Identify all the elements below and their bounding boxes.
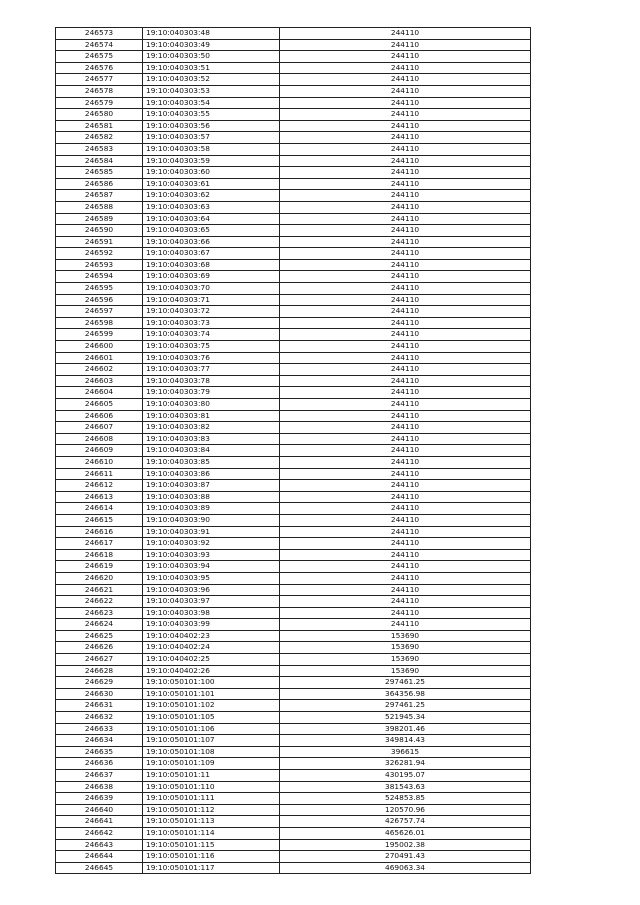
cadastral-value-cell: 244110 bbox=[280, 283, 531, 295]
row-number-cell: 246606 bbox=[56, 410, 143, 422]
cadastral-number-cell: 19:10:040303:62 bbox=[143, 190, 280, 202]
row-number-cell: 246640 bbox=[56, 804, 143, 816]
cadastral-number-cell: 19:10:040303:50 bbox=[143, 51, 280, 63]
cadastral-value-cell: 469063.34 bbox=[280, 862, 531, 874]
cadastral-value-cell: 244110 bbox=[280, 503, 531, 515]
cadastral-number-cell: 19:10:040303:98 bbox=[143, 607, 280, 619]
row-number-cell: 246585 bbox=[56, 167, 143, 179]
cadastral-number-cell: 19:10:040303:59 bbox=[143, 155, 280, 167]
table-row bbox=[56, 317, 531, 329]
cadastral-number-cell: 19:10:040303:66 bbox=[143, 236, 280, 248]
table-row bbox=[56, 793, 531, 805]
row-number-cell: 246616 bbox=[56, 526, 143, 538]
table-row bbox=[56, 143, 531, 155]
row-number-cell: 246610 bbox=[56, 456, 143, 468]
cadastral-number-cell: 19:10:050101:108 bbox=[143, 746, 280, 758]
cadastral-value-cell: 465626.01 bbox=[280, 827, 531, 839]
row-number-cell: 246589 bbox=[56, 213, 143, 225]
row-number-cell: 246603 bbox=[56, 375, 143, 387]
cadastral-value-cell: 244110 bbox=[280, 514, 531, 526]
table-row bbox=[56, 213, 531, 225]
cadastral-number-cell: 19:10:050101:105 bbox=[143, 712, 280, 724]
table-row bbox=[56, 387, 531, 399]
cadastral-number-cell: 19:10:040402:26 bbox=[143, 665, 280, 677]
cadastral-number-cell: 19:10:040303:58 bbox=[143, 143, 280, 155]
cadastral-value-cell: 524853.85 bbox=[280, 793, 531, 805]
cadastral-number-cell: 19:10:040303:51 bbox=[143, 62, 280, 74]
cadastral-number-cell: 19:10:050101:115 bbox=[143, 839, 280, 851]
table-row bbox=[56, 607, 531, 619]
row-number-cell: 246583 bbox=[56, 143, 143, 155]
row-number-cell: 246631 bbox=[56, 700, 143, 712]
cadastral-value-cell: 244110 bbox=[280, 74, 531, 86]
table-row bbox=[56, 827, 531, 839]
table-row bbox=[56, 74, 531, 86]
row-number-cell: 246578 bbox=[56, 85, 143, 97]
cadastral-value-cell: 244110 bbox=[280, 480, 531, 492]
row-number-cell: 246626 bbox=[56, 642, 143, 654]
row-number-cell: 246632 bbox=[56, 712, 143, 724]
table-row bbox=[56, 735, 531, 747]
cadastral-value-cell: 521945.34 bbox=[280, 712, 531, 724]
cadastral-value-cell: 244110 bbox=[280, 167, 531, 179]
cadastral-value-cell: 244110 bbox=[280, 596, 531, 608]
table-row bbox=[56, 341, 531, 353]
table-row bbox=[56, 445, 531, 457]
cadastral-value-cell: 430195.07 bbox=[280, 770, 531, 782]
row-number-cell: 246575 bbox=[56, 51, 143, 63]
row-number-cell: 246607 bbox=[56, 422, 143, 434]
table-row bbox=[56, 352, 531, 364]
table-row bbox=[56, 364, 531, 376]
cadastral-value-cell: 244110 bbox=[280, 572, 531, 584]
table-row bbox=[56, 862, 531, 874]
row-number-cell: 246605 bbox=[56, 399, 143, 411]
row-number-cell: 246582 bbox=[56, 132, 143, 144]
table-row bbox=[56, 422, 531, 434]
cadastral-number-cell: 19:10:040303:65 bbox=[143, 225, 280, 237]
table-row bbox=[56, 132, 531, 144]
row-number-cell: 246602 bbox=[56, 364, 143, 376]
table-row bbox=[56, 259, 531, 271]
cadastral-number-cell: 19:10:040303:76 bbox=[143, 352, 280, 364]
cadastral-number-cell: 19:10:040303:54 bbox=[143, 97, 280, 109]
row-number-cell: 246615 bbox=[56, 514, 143, 526]
cadastral-number-cell: 19:10:040303:48 bbox=[143, 28, 280, 40]
cadastral-value-cell: 244110 bbox=[280, 549, 531, 561]
cadastral-value-cell: 153690 bbox=[280, 642, 531, 654]
cadastral-value-cell: 244110 bbox=[280, 85, 531, 97]
row-number-cell: 246601 bbox=[56, 352, 143, 364]
cadastral-number-cell: 19:10:040303:75 bbox=[143, 341, 280, 353]
cadastral-value-cell: 153690 bbox=[280, 630, 531, 642]
row-number-cell: 246629 bbox=[56, 677, 143, 689]
table-row bbox=[56, 97, 531, 109]
row-number-cell: 246604 bbox=[56, 387, 143, 399]
row-number-cell: 246634 bbox=[56, 735, 143, 747]
cadastral-value-cell: 244110 bbox=[280, 468, 531, 480]
cadastral-number-cell: 19:10:040303:82 bbox=[143, 422, 280, 434]
cadastral-number-cell: 19:10:040303:56 bbox=[143, 120, 280, 132]
cadastral-number-cell: 19:10:040303:64 bbox=[143, 213, 280, 225]
cadastral-value-cell: 244110 bbox=[280, 294, 531, 306]
table-row bbox=[56, 51, 531, 63]
row-number-cell: 246574 bbox=[56, 39, 143, 51]
cadastral-value-cell: 244110 bbox=[280, 364, 531, 376]
table-row bbox=[56, 630, 531, 642]
table-row bbox=[56, 549, 531, 561]
cadastral-value-cell: 244110 bbox=[280, 387, 531, 399]
cadastral-value-cell: 244110 bbox=[280, 201, 531, 213]
row-number-cell: 246627 bbox=[56, 654, 143, 666]
row-number-cell: 246597 bbox=[56, 306, 143, 318]
cadastral-number-cell: 19:10:040303:88 bbox=[143, 491, 280, 503]
cadastral-value-cell: 244110 bbox=[280, 213, 531, 225]
table-row bbox=[56, 839, 531, 851]
table-row bbox=[56, 399, 531, 411]
cadastral-number-cell: 19:10:050101:100 bbox=[143, 677, 280, 689]
cadastral-value-cell: 244110 bbox=[280, 491, 531, 503]
table-row bbox=[56, 712, 531, 724]
cadastral-number-cell: 19:10:040303:81 bbox=[143, 410, 280, 422]
row-number-cell: 246624 bbox=[56, 619, 143, 631]
row-number-cell: 246617 bbox=[56, 538, 143, 550]
cadastral-value-cell: 326281.94 bbox=[280, 758, 531, 770]
cadastral-value-cell: 244110 bbox=[280, 190, 531, 202]
table-row bbox=[56, 271, 531, 283]
cadastral-value-cell: 244110 bbox=[280, 178, 531, 190]
cadastral-value-cell: 244110 bbox=[280, 352, 531, 364]
row-number-cell: 246586 bbox=[56, 178, 143, 190]
cadastral-number-cell: 19:10:050101:111 bbox=[143, 793, 280, 805]
cadastral-value-cell: 120570.96 bbox=[280, 804, 531, 816]
row-number-cell: 246580 bbox=[56, 109, 143, 121]
row-number-cell: 246581 bbox=[56, 120, 143, 132]
cadastral-number-cell: 19:10:040303:67 bbox=[143, 248, 280, 260]
cadastral-number-cell: 19:10:040303:96 bbox=[143, 584, 280, 596]
cadastral-value-cell: 244110 bbox=[280, 28, 531, 40]
table-row bbox=[56, 816, 531, 828]
table-row bbox=[56, 619, 531, 631]
table-row bbox=[56, 804, 531, 816]
row-number-cell: 246637 bbox=[56, 770, 143, 782]
cadastral-value-table bbox=[55, 27, 531, 874]
table-row bbox=[56, 294, 531, 306]
row-number-cell: 246611 bbox=[56, 468, 143, 480]
cadastral-number-cell: 19:10:040303:86 bbox=[143, 468, 280, 480]
cadastral-value-cell: 244110 bbox=[280, 132, 531, 144]
cadastral-value-cell: 244110 bbox=[280, 143, 531, 155]
table-row bbox=[56, 491, 531, 503]
row-number-cell: 246621 bbox=[56, 584, 143, 596]
table-row bbox=[56, 178, 531, 190]
table-row bbox=[56, 746, 531, 758]
cadastral-value-cell: 426757.74 bbox=[280, 816, 531, 828]
cadastral-value-cell: 364356.98 bbox=[280, 688, 531, 700]
cadastral-number-cell: 19:10:050101:102 bbox=[143, 700, 280, 712]
cadastral-number-cell: 19:10:040303:57 bbox=[143, 132, 280, 144]
table-row bbox=[56, 561, 531, 573]
cadastral-value-cell: 244110 bbox=[280, 607, 531, 619]
cadastral-number-cell: 19:10:050101:101 bbox=[143, 688, 280, 700]
cadastral-value-cell: 244110 bbox=[280, 39, 531, 51]
row-number-cell: 246600 bbox=[56, 341, 143, 353]
cadastral-value-cell: 244110 bbox=[280, 538, 531, 550]
cadastral-value-cell: 244110 bbox=[280, 526, 531, 538]
cadastral-value-cell: 244110 bbox=[280, 306, 531, 318]
table-row bbox=[56, 283, 531, 295]
row-number-cell: 246638 bbox=[56, 781, 143, 793]
row-number-cell: 246573 bbox=[56, 28, 143, 40]
row-number-cell: 246614 bbox=[56, 503, 143, 515]
cadastral-number-cell: 19:10:040303:77 bbox=[143, 364, 280, 376]
cadastral-value-cell: 244110 bbox=[280, 236, 531, 248]
table-row bbox=[56, 456, 531, 468]
row-number-cell: 246592 bbox=[56, 248, 143, 260]
cadastral-value-cell: 396615 bbox=[280, 746, 531, 758]
table-row bbox=[56, 109, 531, 121]
cadastral-number-cell: 19:10:040303:69 bbox=[143, 271, 280, 283]
row-number-cell: 246596 bbox=[56, 294, 143, 306]
cadastral-number-cell: 19:10:040303:92 bbox=[143, 538, 280, 550]
row-number-cell: 246642 bbox=[56, 827, 143, 839]
row-number-cell: 246588 bbox=[56, 201, 143, 213]
cadastral-number-cell: 19:10:040303:87 bbox=[143, 480, 280, 492]
row-number-cell: 246612 bbox=[56, 480, 143, 492]
row-number-cell: 246613 bbox=[56, 491, 143, 503]
cadastral-number-cell: 19:10:040303:61 bbox=[143, 178, 280, 190]
cadastral-value-cell: 297461.25 bbox=[280, 677, 531, 689]
table-row bbox=[56, 62, 531, 74]
cadastral-number-cell: 19:10:040303:78 bbox=[143, 375, 280, 387]
cadastral-value-cell: 244110 bbox=[280, 259, 531, 271]
cadastral-number-cell: 19:10:040303:99 bbox=[143, 619, 280, 631]
cadastral-value-cell: 244110 bbox=[280, 433, 531, 445]
table-row bbox=[56, 248, 531, 260]
row-number-cell: 246594 bbox=[56, 271, 143, 283]
cadastral-value-cell: 244110 bbox=[280, 120, 531, 132]
cadastral-value-cell: 244110 bbox=[280, 341, 531, 353]
table-row bbox=[56, 480, 531, 492]
cadastral-value-cell: 244110 bbox=[280, 619, 531, 631]
row-number-cell: 246623 bbox=[56, 607, 143, 619]
cadastral-number-cell: 19:10:040303:94 bbox=[143, 561, 280, 573]
table-row bbox=[56, 201, 531, 213]
row-number-cell: 246599 bbox=[56, 329, 143, 341]
cadastral-value-cell: 244110 bbox=[280, 271, 531, 283]
row-number-cell: 246625 bbox=[56, 630, 143, 642]
cadastral-value-cell: 398201.46 bbox=[280, 723, 531, 735]
cadastral-number-cell: 19:10:050101:113 bbox=[143, 816, 280, 828]
cadastral-number-cell: 19:10:040303:70 bbox=[143, 283, 280, 295]
row-number-cell: 246598 bbox=[56, 317, 143, 329]
table-row bbox=[56, 85, 531, 97]
table-row bbox=[56, 155, 531, 167]
cadastral-value-cell: 244110 bbox=[280, 109, 531, 121]
table-row bbox=[56, 39, 531, 51]
row-number-cell: 246579 bbox=[56, 97, 143, 109]
row-number-cell: 246630 bbox=[56, 688, 143, 700]
table-row bbox=[56, 677, 531, 689]
cadastral-number-cell: 19:10:040303:83 bbox=[143, 433, 280, 445]
row-number-cell: 246590 bbox=[56, 225, 143, 237]
cadastral-number-cell: 19:10:050101:112 bbox=[143, 804, 280, 816]
cadastral-value-cell: 244110 bbox=[280, 97, 531, 109]
table-row bbox=[56, 375, 531, 387]
table-row bbox=[56, 665, 531, 677]
cadastral-number-cell: 19:10:040303:53 bbox=[143, 85, 280, 97]
row-number-cell: 246644 bbox=[56, 851, 143, 863]
cadastral-number-cell: 19:10:050101:114 bbox=[143, 827, 280, 839]
row-number-cell: 246618 bbox=[56, 549, 143, 561]
row-number-cell: 246595 bbox=[56, 283, 143, 295]
table-row bbox=[56, 167, 531, 179]
table-row bbox=[56, 538, 531, 550]
table-row bbox=[56, 433, 531, 445]
row-number-cell: 246608 bbox=[56, 433, 143, 445]
cadastral-value-cell: 349814.43 bbox=[280, 735, 531, 747]
row-number-cell: 246639 bbox=[56, 793, 143, 805]
row-number-cell: 246622 bbox=[56, 596, 143, 608]
cadastral-value-cell: 244110 bbox=[280, 399, 531, 411]
cadastral-number-cell: 19:10:040303:97 bbox=[143, 596, 280, 608]
cadastral-number-cell: 19:10:040303:49 bbox=[143, 39, 280, 51]
cadastral-number-cell: 19:10:040303:95 bbox=[143, 572, 280, 584]
table-row bbox=[56, 503, 531, 515]
cadastral-value-cell: 244110 bbox=[280, 410, 531, 422]
cadastral-value-cell: 244110 bbox=[280, 445, 531, 457]
cadastral-number-cell: 19:10:040303:90 bbox=[143, 514, 280, 526]
row-number-cell: 246620 bbox=[56, 572, 143, 584]
row-number-cell: 246593 bbox=[56, 259, 143, 271]
row-number-cell: 246645 bbox=[56, 862, 143, 874]
cadastral-number-cell: 19:10:040303:79 bbox=[143, 387, 280, 399]
cadastral-number-cell: 19:10:040303:74 bbox=[143, 329, 280, 341]
cadastral-value-cell: 195002.38 bbox=[280, 839, 531, 851]
row-number-cell: 246636 bbox=[56, 758, 143, 770]
cadastral-value-cell: 244110 bbox=[280, 422, 531, 434]
cadastral-number-cell: 19:10:040303:63 bbox=[143, 201, 280, 213]
row-number-cell: 246577 bbox=[56, 74, 143, 86]
table-row bbox=[56, 596, 531, 608]
row-number-cell: 246587 bbox=[56, 190, 143, 202]
row-number-cell: 246641 bbox=[56, 816, 143, 828]
row-number-cell: 246584 bbox=[56, 155, 143, 167]
table-row bbox=[56, 758, 531, 770]
table-row bbox=[56, 306, 531, 318]
table-row bbox=[56, 468, 531, 480]
row-number-cell: 246576 bbox=[56, 62, 143, 74]
cadastral-number-cell: 19:10:040303:85 bbox=[143, 456, 280, 468]
cadastral-value-cell: 244110 bbox=[280, 248, 531, 260]
table-row bbox=[56, 700, 531, 712]
cadastral-number-cell: 19:10:050101:11 bbox=[143, 770, 280, 782]
cadastral-value-cell: 244110 bbox=[280, 561, 531, 573]
cadastral-number-cell: 19:10:040402:25 bbox=[143, 654, 280, 666]
table-row bbox=[56, 584, 531, 596]
table-row bbox=[56, 120, 531, 132]
cadastral-number-cell: 19:10:050101:106 bbox=[143, 723, 280, 735]
cadastral-value-cell: 244110 bbox=[280, 456, 531, 468]
table-row bbox=[56, 572, 531, 584]
row-number-cell: 246633 bbox=[56, 723, 143, 735]
table-row bbox=[56, 723, 531, 735]
table-row bbox=[56, 526, 531, 538]
table-row bbox=[56, 329, 531, 341]
cadastral-number-cell: 19:10:040303:93 bbox=[143, 549, 280, 561]
cadastral-value-cell: 244110 bbox=[280, 317, 531, 329]
cadastral-number-cell: 19:10:040303:73 bbox=[143, 317, 280, 329]
cadastral-number-cell: 19:10:040303:72 bbox=[143, 306, 280, 318]
cadastral-number-cell: 19:10:040303:91 bbox=[143, 526, 280, 538]
table-row bbox=[56, 236, 531, 248]
cadastral-number-cell: 19:10:040303:84 bbox=[143, 445, 280, 457]
row-number-cell: 246635 bbox=[56, 746, 143, 758]
cadastral-value-cell: 244110 bbox=[280, 329, 531, 341]
cadastral-value-cell: 270491.43 bbox=[280, 851, 531, 863]
row-number-cell: 246591 bbox=[56, 236, 143, 248]
cadastral-value-cell: 244110 bbox=[280, 375, 531, 387]
row-number-cell: 246619 bbox=[56, 561, 143, 573]
cadastral-value-cell: 244110 bbox=[280, 51, 531, 63]
cadastral-value-cell: 244110 bbox=[280, 62, 531, 74]
cadastral-value-cell: 297461.25 bbox=[280, 700, 531, 712]
cadastral-number-cell: 19:10:040303:89 bbox=[143, 503, 280, 515]
table-row bbox=[56, 654, 531, 666]
table-row bbox=[56, 410, 531, 422]
cadastral-number-cell: 19:10:040303:71 bbox=[143, 294, 280, 306]
row-number-cell: 246609 bbox=[56, 445, 143, 457]
cadastral-number-cell: 19:10:050101:109 bbox=[143, 758, 280, 770]
cadastral-number-cell: 19:10:040303:80 bbox=[143, 399, 280, 411]
cadastral-value-cell: 244110 bbox=[280, 225, 531, 237]
cadastral-number-cell: 19:10:040303:52 bbox=[143, 74, 280, 86]
cadastral-number-cell: 19:10:040303:55 bbox=[143, 109, 280, 121]
row-number-cell: 246628 bbox=[56, 665, 143, 677]
cadastral-number-cell: 19:10:040402:24 bbox=[143, 642, 280, 654]
cadastral-number-cell: 19:10:050101:107 bbox=[143, 735, 280, 747]
table-row bbox=[56, 781, 531, 793]
cadastral-value-cell: 153690 bbox=[280, 665, 531, 677]
table-body bbox=[56, 28, 531, 874]
cadastral-number-cell: 19:10:050101:116 bbox=[143, 851, 280, 863]
cadastral-value-cell: 153690 bbox=[280, 654, 531, 666]
table-row bbox=[56, 28, 531, 40]
table-row bbox=[56, 514, 531, 526]
cadastral-number-cell: 19:10:040402:23 bbox=[143, 630, 280, 642]
table-row bbox=[56, 190, 531, 202]
table-row bbox=[56, 851, 531, 863]
cadastral-number-cell: 19:10:050101:110 bbox=[143, 781, 280, 793]
cadastral-value-cell: 381543.63 bbox=[280, 781, 531, 793]
table-row bbox=[56, 770, 531, 782]
cadastral-number-cell: 19:10:050101:117 bbox=[143, 862, 280, 874]
table-row bbox=[56, 688, 531, 700]
cadastral-value-cell: 244110 bbox=[280, 584, 531, 596]
table-row bbox=[56, 225, 531, 237]
cadastral-number-cell: 19:10:040303:60 bbox=[143, 167, 280, 179]
cadastral-number-cell: 19:10:040303:68 bbox=[143, 259, 280, 271]
cadastral-value-cell: 244110 bbox=[280, 155, 531, 167]
table-row bbox=[56, 642, 531, 654]
row-number-cell: 246643 bbox=[56, 839, 143, 851]
